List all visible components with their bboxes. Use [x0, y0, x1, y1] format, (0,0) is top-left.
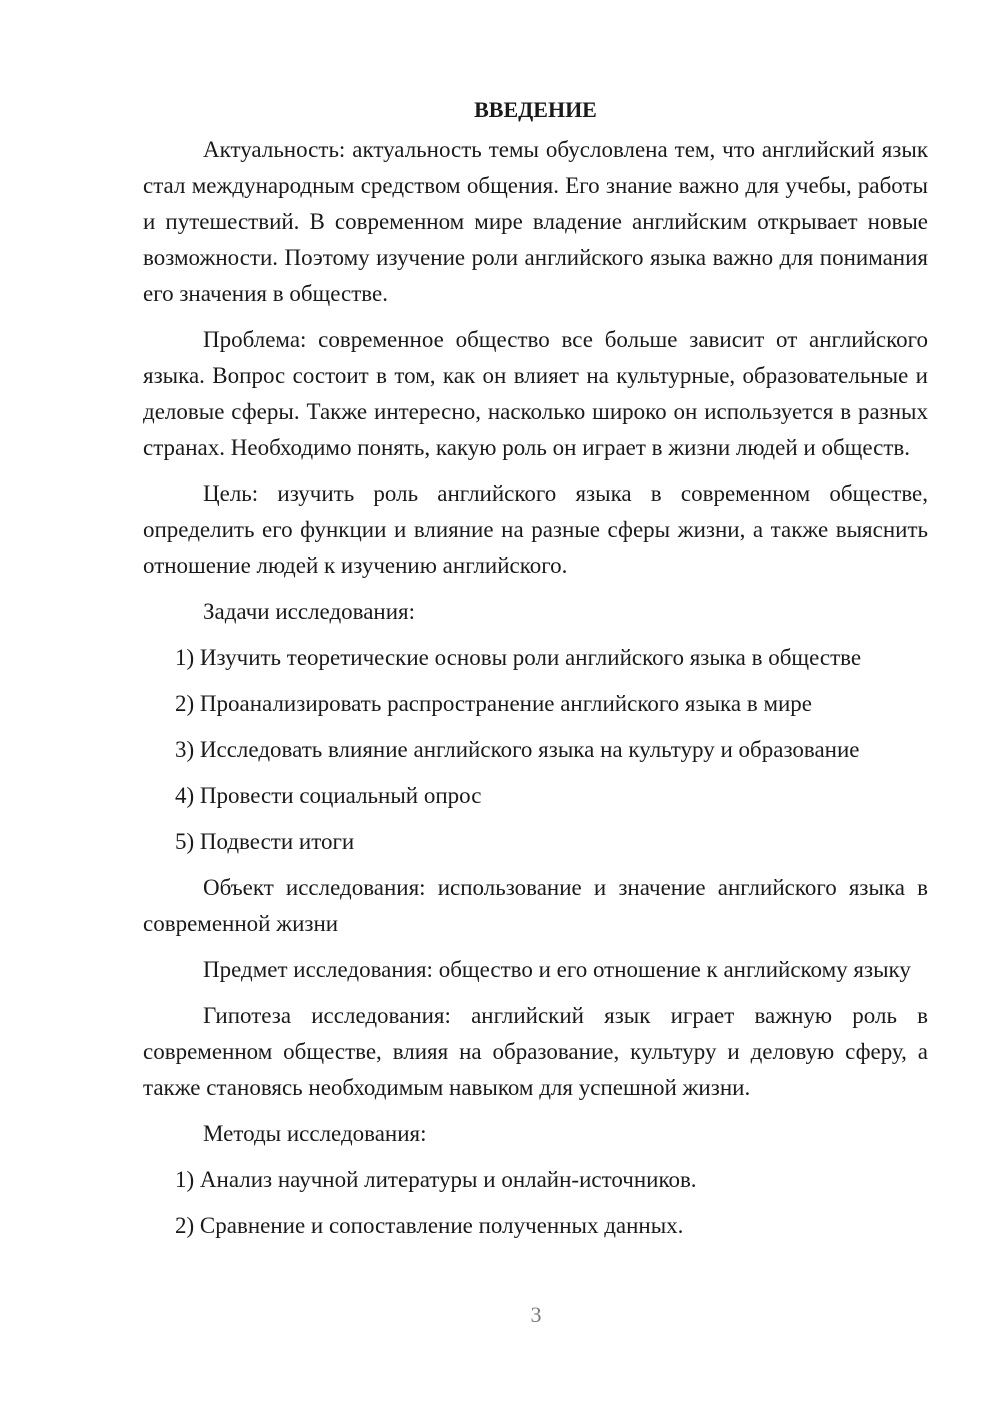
object-paragraph: Объект исследования: использование и значение английского языка в современной жизни: [143, 875, 928, 936]
hypothesis-paragraph: Гипотеза исследования: английский язык играет важную роль в современном обществе, влияя на образование, культуру и деловую сферу, а также становясь необходимым навыком для успешной жизни.: [143, 1003, 928, 1100]
methods-heading: Методы исследования:: [203, 1121, 427, 1146]
page-number: 3: [530, 1302, 542, 1327]
list-item: 3) Исследовать влияние английского языка на культуру и образование: [175, 737, 860, 762]
list-item: 1) Изучить теоретические основы роли английского языка в обществе: [175, 645, 862, 670]
goal-paragraph: Цель: изучить роль английского языка в современном обществе, определить его функции и влияние на разные сферы жизни, а также выяснить отношение людей к изучению английского.: [143, 481, 928, 578]
page-title: ВВЕДЕНИЕ: [474, 97, 597, 122]
problem-paragraph: Проблема: современное общество все больше зависит от английского языка. Вопрос состоит в том, как он влияет на культурные, образовательные и деловые сферы. Также интересно, насколько широко он используется в разных странах. Необходимо понять, какую роль он играет в жизни людей и обществ.: [143, 327, 928, 460]
list-item: 2) Проанализировать распространение английского языка в мире: [175, 691, 813, 716]
relevance-paragraph: Актуальность: актуальность темы обусловлена тем, что английский язык стал международным средством общения. Его знание важно для учебы, работы и путешествий. В современном мире владение английским открывает новые возможности. Поэтому изучение роли английского языка важно для понимания его значения в обществе.: [143, 137, 928, 306]
methods-list: [143, 1162, 928, 1244]
tasks-list: [143, 640, 928, 860]
subject-paragraph: Предмет исследования: общество и его отношение к английскому языку: [203, 957, 911, 982]
tasks-heading: Задачи исследования:: [203, 599, 416, 624]
list-item: 4) Провести социальный опрос: [175, 783, 482, 808]
list-item: 1) Анализ научной литературы и онлайн-источников.: [175, 1167, 697, 1192]
list-item: 2) Сравнение и сопоставление полученных данных.: [175, 1213, 684, 1238]
document-page: [143, 92, 928, 1254]
list-item: 5) Подвести итоги: [175, 829, 355, 854]
